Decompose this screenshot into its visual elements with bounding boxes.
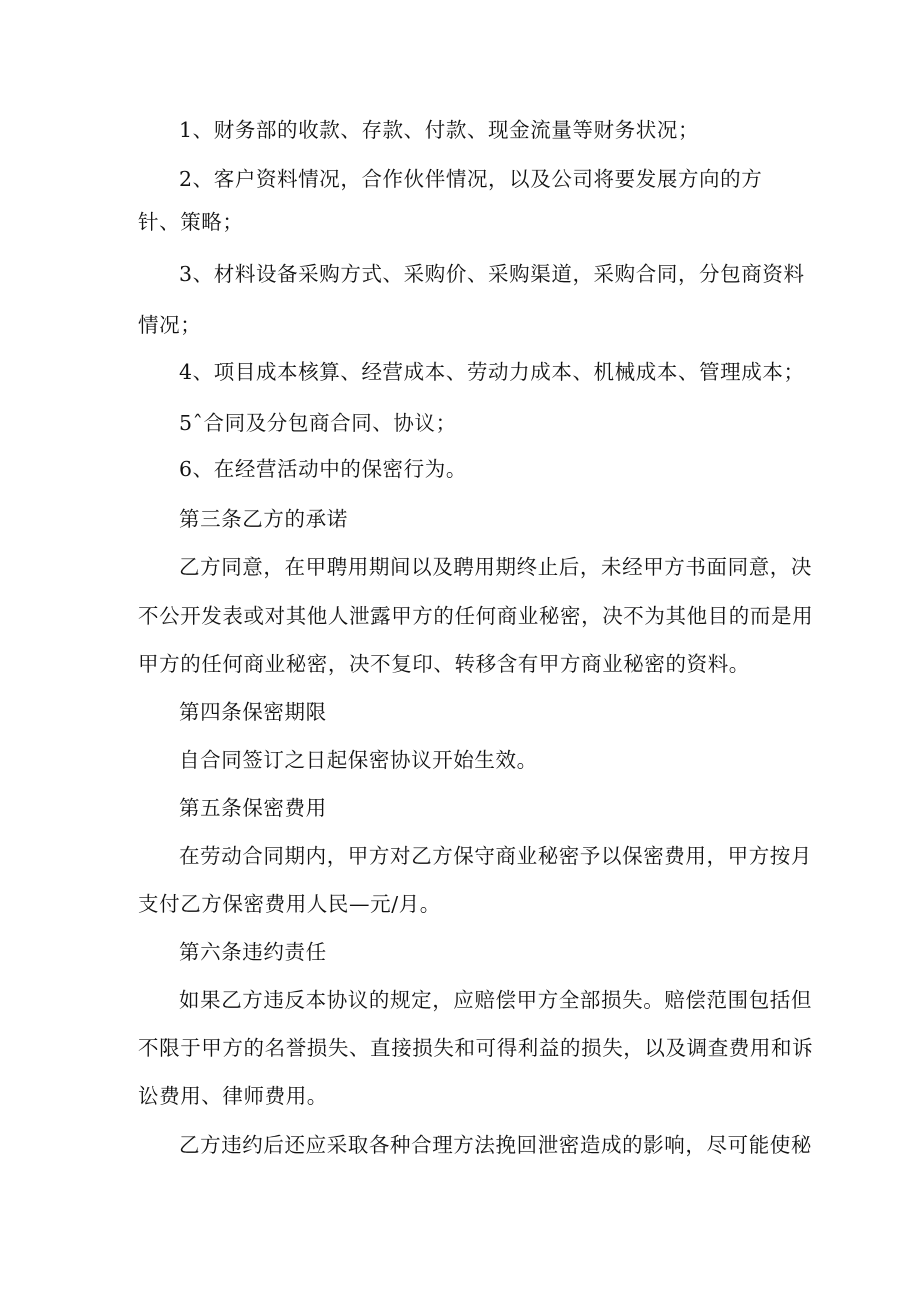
article-3-paragraph-line-2: 不公开发表或对其他人泄露甲方的任何商业秘密，决不为其他目的而是用 (138, 604, 814, 628)
list-item-5: 5ˆ合同及分包商合同、协议； (179, 411, 457, 435)
article-3-paragraph-line-1: 乙方同意，在甲聘用期间以及聘用期终止后，未经甲方书面同意，决 (179, 555, 812, 579)
article-6-paragraph-2-line-1: 乙方违约后还应采取各种合理方法挽回泄密造成的影响，尽可能使秘 (179, 1133, 812, 1157)
list-item-4: 4、项目成本核算、经营成本、劳动力成本、机械成本、管理成本； (179, 360, 805, 384)
article-4-heading: 第四条保密期限 (179, 700, 327, 724)
article-5-heading: 第五条保密费用 (179, 796, 327, 820)
list-item-2-line-2: 针、策略； (138, 210, 244, 234)
article-5-paragraph-line-2: 支付乙方保密费用人民—元/月。 (138, 892, 441, 916)
list-item-3-line-1: 3、材料设备采购方式、采购价、采购渠道，采购合同，分包商资料 (179, 262, 805, 286)
list-item-1: 1、财务部的收款、存款、付款、现金流量等财务状况； (179, 118, 700, 142)
list-item-2-line-1: 2、客户资料情况，合作伙伴情况，以及公司将要发展方向的方 (179, 167, 763, 191)
article-5-paragraph-line-1: 在劳动合同期内，甲方对乙方保守商业秘密予以保密费用，甲方按月 (179, 844, 812, 868)
article-4-paragraph: 自合同签订之日起保密协议开始生效。 (179, 748, 538, 772)
article-6-paragraph-1-line-3: 讼费用、律师费用。 (138, 1084, 328, 1108)
list-item-3-line-2: 情况； (138, 313, 202, 337)
list-item-6: 6、在经营活动中的保密行为。 (179, 457, 467, 481)
article-6-paragraph-1-line-2: 不限于甲方的名誉损失、直接损失和可得利益的损失，以及调查费用和诉 (138, 1036, 814, 1060)
article-6-heading: 第六条违约责任 (179, 940, 327, 964)
article-3-heading: 第三条乙方的承诺 (179, 507, 348, 531)
article-6-paragraph-1-line-1: 如果乙方违反本协议的规定，应赔偿甲方全部损失。赔偿范围包括但 (179, 988, 812, 1012)
article-3-paragraph-line-3: 甲方的任何商业秘密，决不复印、转移含有甲方商业秘密的资料。 (138, 652, 750, 676)
